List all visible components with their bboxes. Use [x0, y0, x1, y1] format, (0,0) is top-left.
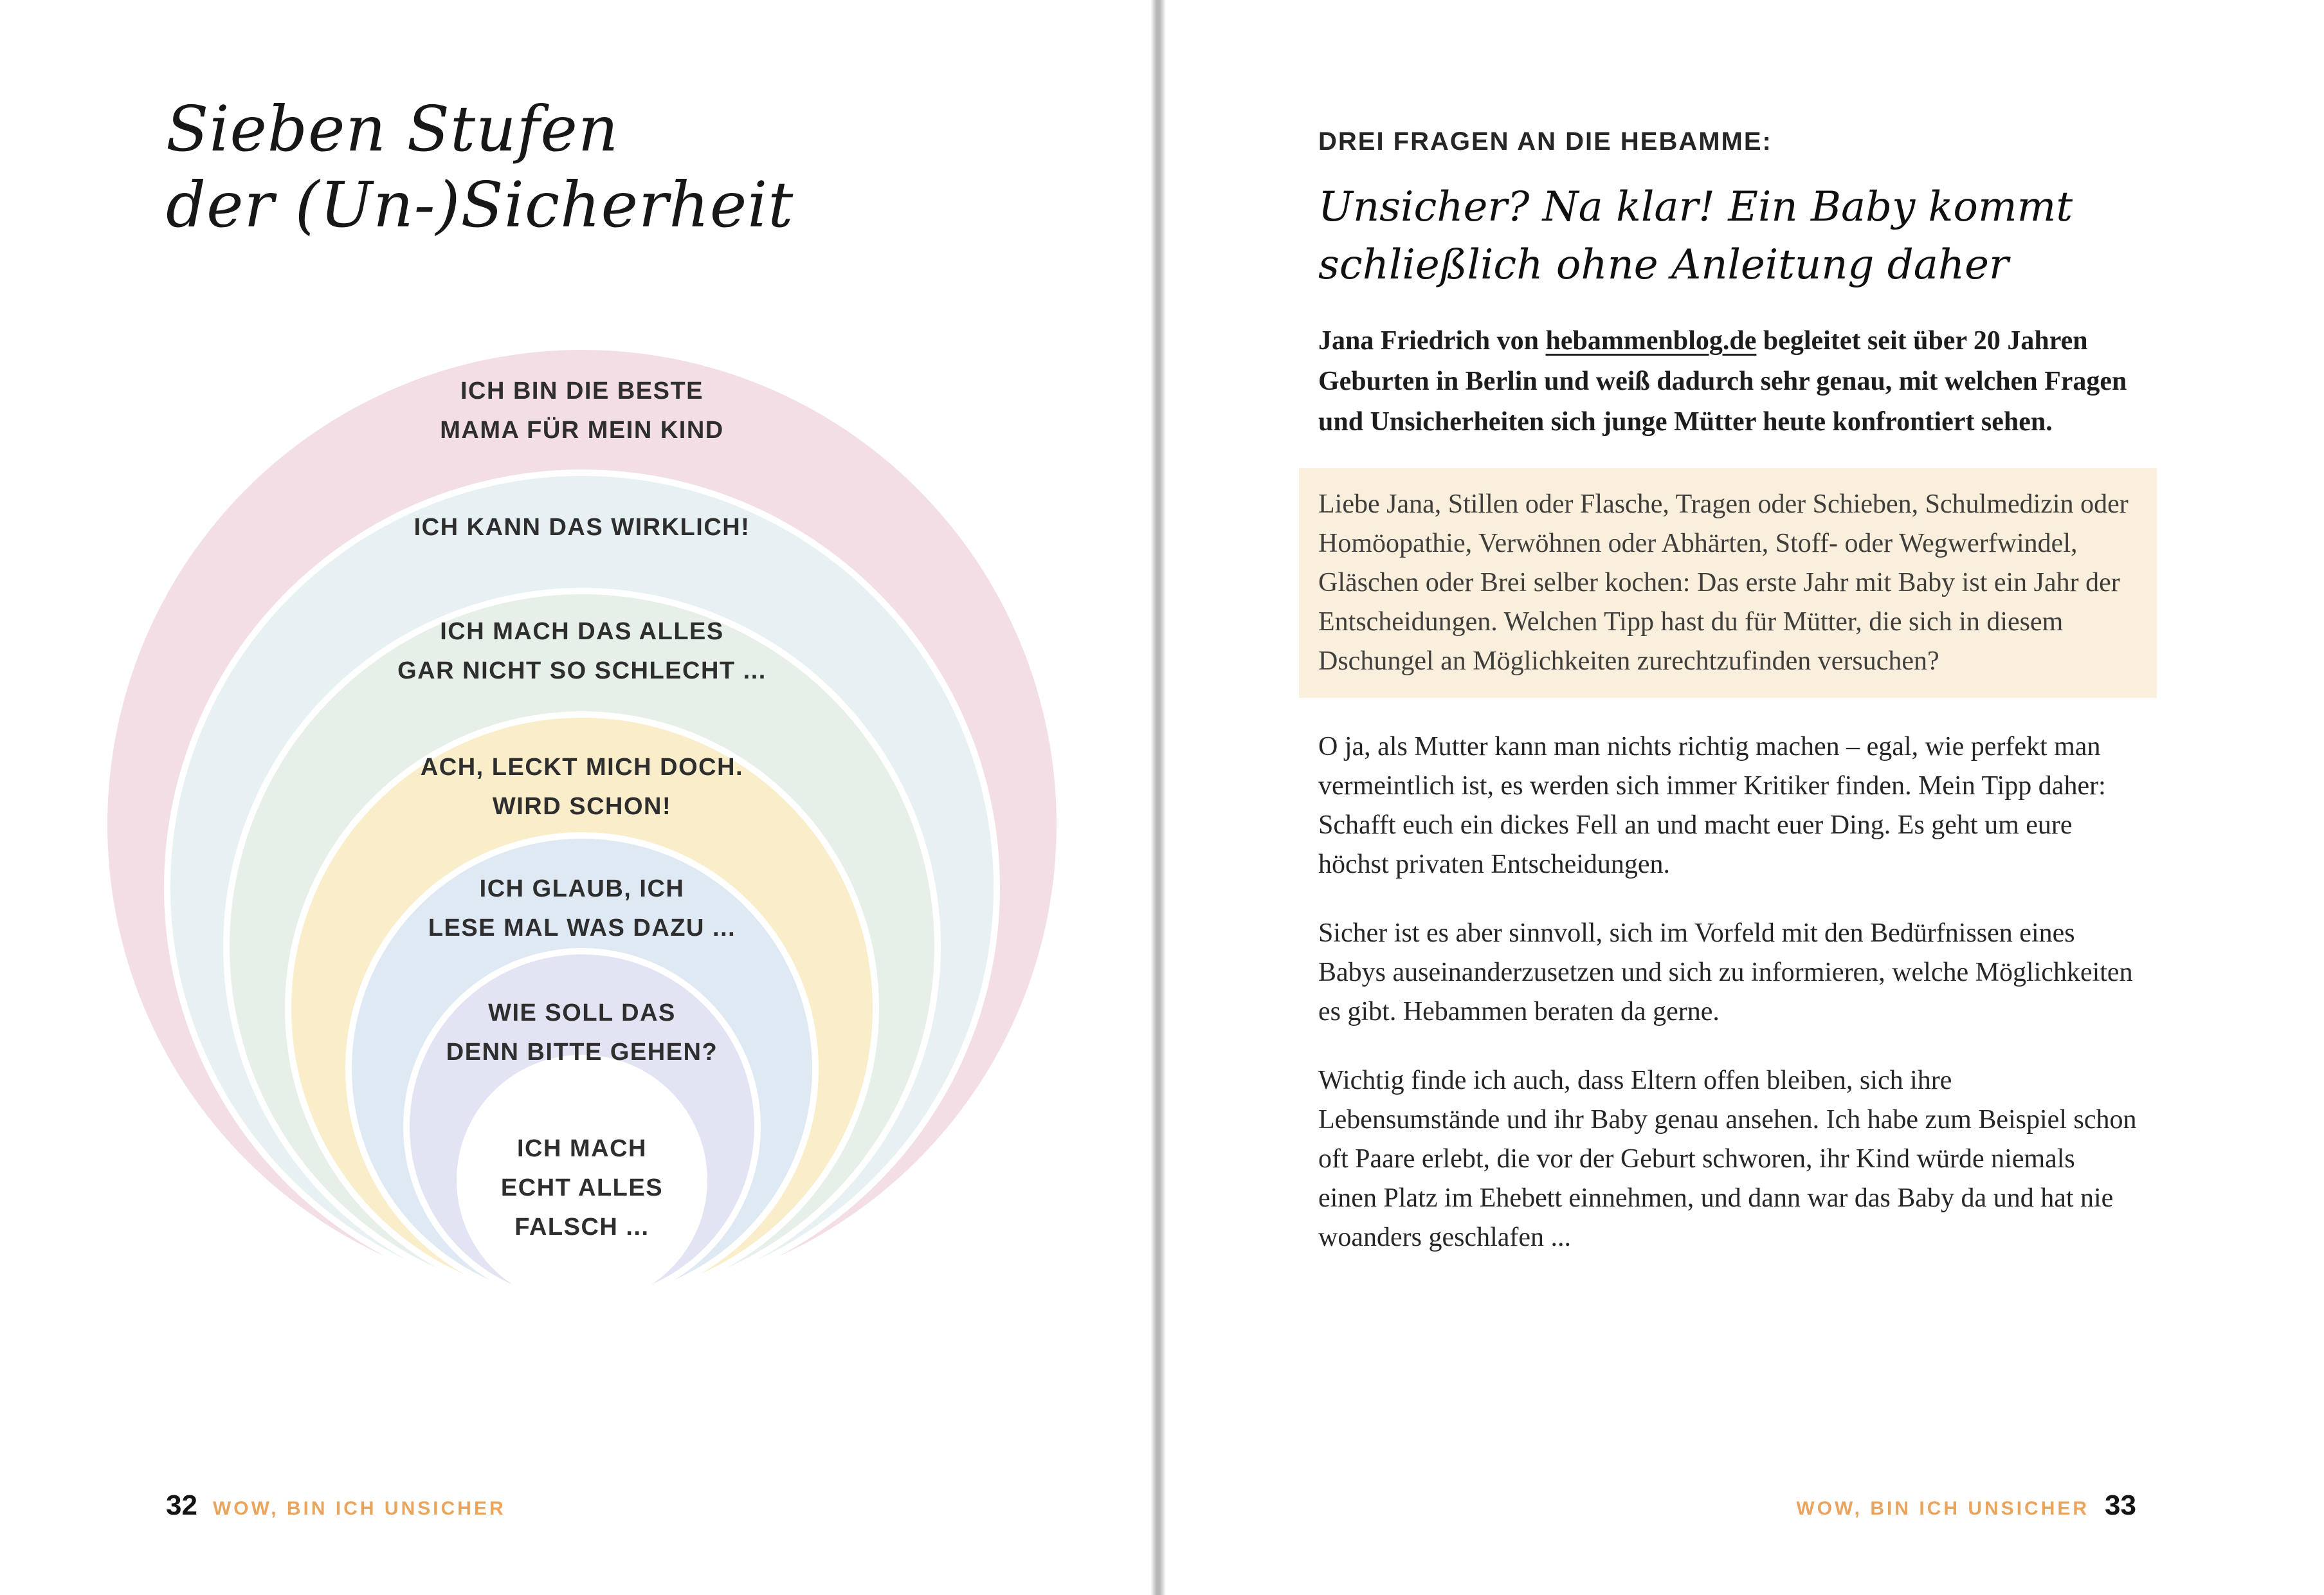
page-gutter: [1150, 0, 1166, 1595]
ring-label-line: ICH MACH DAS ALLES: [440, 618, 724, 645]
ring-label-line: ICH GLAUB, ICH: [479, 875, 685, 902]
interview-heading-line: Unsicher? Na klar! Ein Baby kommt: [1318, 183, 2073, 231]
running-title: WOW, BIN ICH UNSICHER: [1796, 1498, 2090, 1519]
hebammenblog-link[interactable]: hebammenblog.de: [1545, 326, 1757, 356]
ring-label-4: [293, 748, 871, 826]
ring-label-6: [293, 994, 871, 1072]
page-title: [166, 91, 794, 243]
ring-label-line: WIE SOLL DAS: [488, 999, 676, 1026]
page-title-line: der (Un-)Sicherheit: [166, 169, 794, 241]
ring-label-line: LESE MAL WAS DAZU ...: [428, 915, 736, 942]
ring-label-line: FALSCH ...: [514, 1214, 649, 1241]
ring-label-line: MAMA FÜR MEIN KIND: [440, 417, 724, 444]
ring-label-line: WIRD SCHON!: [492, 793, 672, 820]
intro-text: Jana Friedrich von: [1318, 326, 1546, 356]
right-page-footer: [1796, 1490, 2136, 1522]
ring-label-line: ICH BIN DIE BESTE: [460, 378, 704, 405]
ring-label-5: [293, 870, 871, 948]
answer-paragraph-3: Wichtig finde ich auch, dass Eltern offen bleiben, sich ihre Lebensumstände und ihr Baby genau ansehen. Ich habe zum Beispiel schon oft Paare erlebt, die vor der Geburt schworen, ihr Kind würde niemals einen Platz im Ehebett einnehmen, und dann war das Baby da und hat nie woanders geschlafen ...: [1318, 1066, 2137, 1252]
ring-label-2: [293, 508, 871, 547]
ring-label-line: DENN BITTE GEHEN?: [446, 1039, 718, 1066]
ring-label-line: ECHT ALLES: [500, 1174, 664, 1201]
intro-paragraph: [1318, 321, 2139, 442]
ring-label-line: ACH, LECKT MICH DOCH.: [420, 754, 744, 781]
interview-heading: [1318, 178, 2139, 294]
ring-label-line: ICH KANN DAS WIRKLICH!: [413, 514, 750, 541]
interview-heading-line: schließlich ohne Anleitung daher: [1318, 241, 2009, 289]
section-kicker: DREI FRAGEN AN DIE HEBAMME:: [1318, 127, 1772, 156]
page-number: 33: [2105, 1490, 2136, 1521]
intro-text: begleitet seit über 20 Jahren Geburten in Berlin und weiß dadurch sehr genau, mit welchen Fragen und Unsicherheiten sich junge Mütter heute konfrontiert sehen.: [1318, 326, 2127, 437]
left-page-footer: [166, 1490, 506, 1522]
ring-label-line: ICH MACH: [517, 1135, 647, 1162]
answer-paragraph-1: O ja, als Mutter kann man nichts richtig machen – egal, wie perfekt man vermeintlich ist, es werden sich immer Kritiker finden. Mein Tipp daher: Schafft euch ein dickes Fell an und macht euer Ding. Es geht um eure höchst privaten Entscheidungen.: [1318, 732, 2106, 879]
ring-label-line: GAR NICHT SO SCHLECHT ...: [397, 657, 767, 684]
page-title-line: Sieben Stufen: [166, 93, 619, 165]
ring-label-7: [293, 1129, 871, 1247]
running-title: WOW, BIN ICH UNSICHER: [212, 1498, 506, 1519]
ring-label-1: [293, 372, 871, 450]
question-box: Liebe Jana, Stillen oder Flasche, Tragen oder Schieben, Schulmedizin oder Homöopathie, Verwöhnen oder Abhärten, Stoff- oder Wegwerfwindel, Gläschen oder Brei selber kochen: Das erste Jahr mit Baby ist ein Jahr der Entscheidungen. Welchen Tipp hast du für Mütter, die sich in diesem Dschungel an Möglichkeiten zurechtzufinden versuchen?: [1299, 468, 2157, 698]
interview-column: [1318, 127, 2139, 1287]
page-number: 32: [166, 1490, 197, 1521]
answer-paragraph-2: Sicher ist es aber sinnvoll, sich im Vorfeld mit den Bedürfnissen eines Babys auseinanderzusetzen und sich zu informieren, welche Möglichkeiten es gibt. Hebammen beraten da gerne.: [1318, 918, 2133, 1026]
ring-label-3: [293, 612, 871, 691]
